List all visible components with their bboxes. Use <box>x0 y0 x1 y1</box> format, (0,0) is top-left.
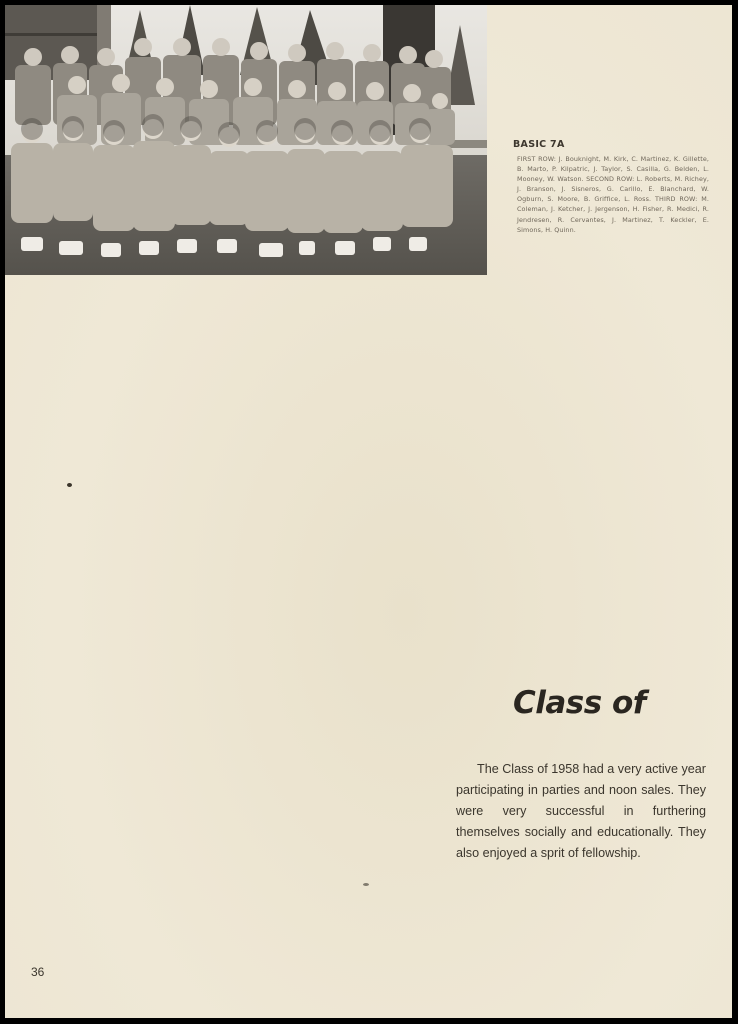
caption-names: FIRST ROW: J. Bouknight, M. Kirk, C. Martinez, K. Gillette, B. Marto, P. Kilpatric, J. Taylor, S. Casilla, G. Belden, L. Mooney, W. Watson. SECOND ROW: L. Roberts, M. Richey, J. Branson, J. Sisneros, G. Carillo, E. Blanchard, W. Ogburn, S. Moore, B. Griffice, L. Ross. THIRD ROW: M. Coleman, J. Ketcher, J. Jergenson, H. Fisher, R. Medici, R. Jendresen, R. Cervantes, J. Martinez, T. Keckler, E. Simons, H. Quinn. <box>517 155 709 234</box>
class-photo-image <box>5 5 487 275</box>
paper-speck <box>363 883 369 886</box>
photo-caption <box>513 139 709 235</box>
section-heading: Class of <box>513 685 646 721</box>
body-paragraph: The Class of 1958 had a very active year participating in parties and noon sales. They were very successful in furthering themselves socially and educationally. They also enjoyed a sprit of fellowship. <box>456 762 706 860</box>
bleed-through-text <box>520 493 532 533</box>
page-number: 36 <box>31 965 45 979</box>
paper-speck <box>67 483 72 487</box>
yearbook-page <box>5 5 732 1018</box>
caption-title: BASIC 7A <box>513 139 565 150</box>
class-photo <box>5 5 487 275</box>
